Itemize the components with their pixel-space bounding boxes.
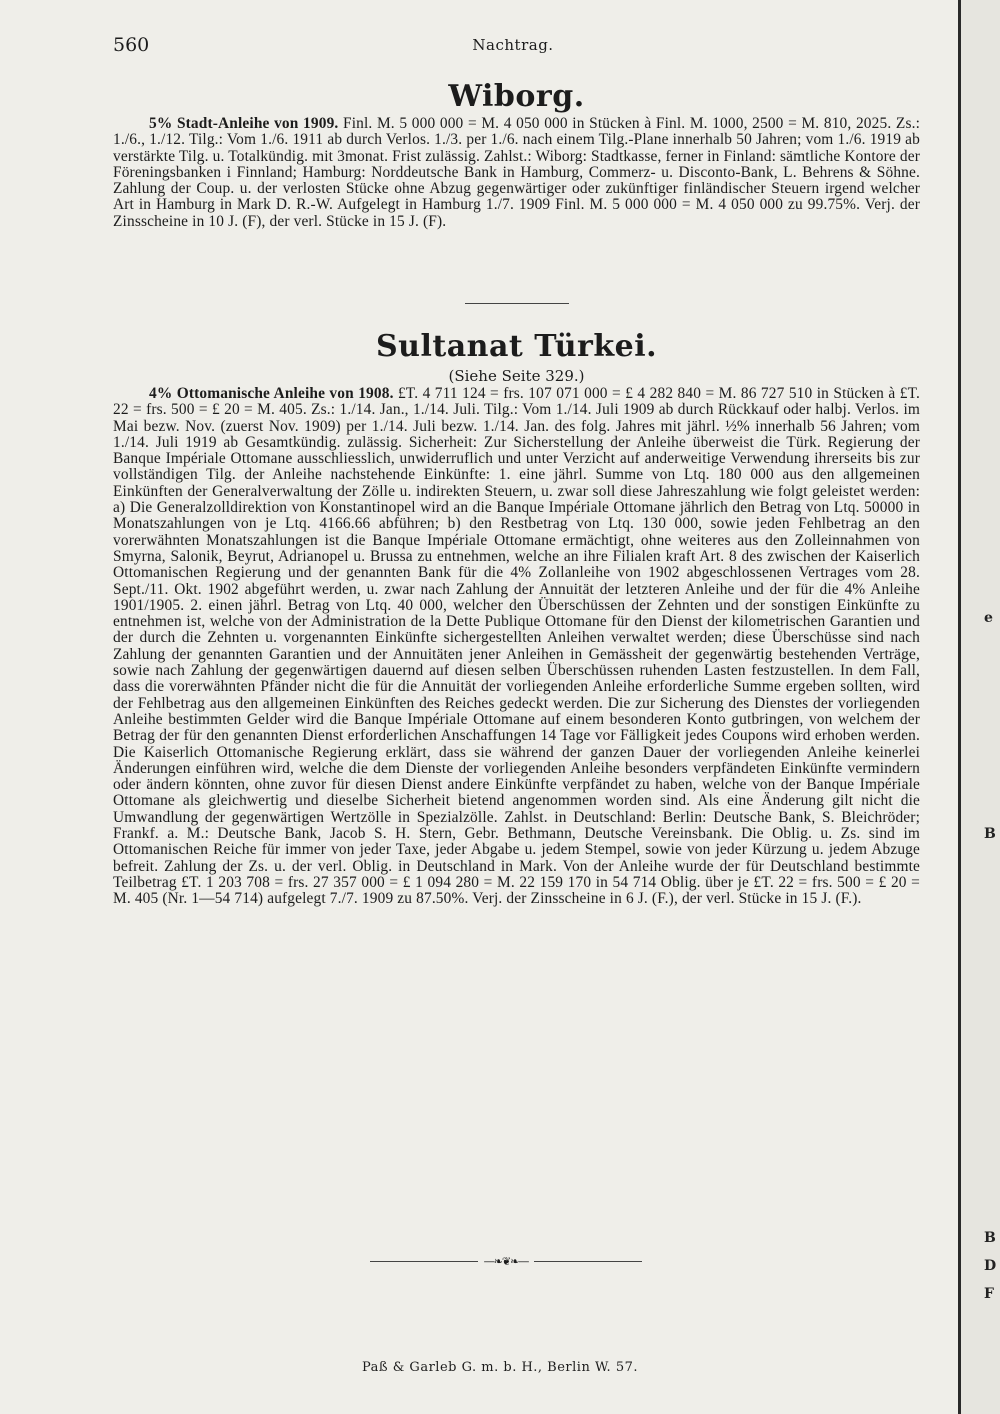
printer-imprint: Paß & Garleb G. m. b. H., Berlin W. 57. [362, 1360, 638, 1375]
ornament-icon: —❧❦❧— [483, 1255, 529, 1268]
section-wiborg [113, 78, 920, 230]
tuerkei-paragraph [113, 386, 920, 908]
margin-fragment: D [984, 1258, 997, 1274]
adjacent-page-edge [958, 0, 1000, 1414]
margin-fragment: B [984, 1230, 996, 1246]
section-tuerkei [113, 328, 920, 908]
wiborg-text: Finl. M. 5 000 000 = M. 4 050 000 in Stücken à Finl. M. 1000, 2500 = M. 810, 2025. Zs.: 1./6., 1./12. Tilg.: Vom 1./6. 1911 ab durch Verlos. 1./3. per 1./6. nach einem Tilg.-Plane innerhalb 50 Jahren; vom 1./6. 1919 ab verstärkte Tilg. u. Totalkündig. mit 3monat. Frist zulässig. Zahlst.: Wiborg: Stadtkasse, ferner in Finland: sämtliche Kontore der Föreningsbanken i Finnland; Hamburg: Norddeutsche Bank in Hamburg, Commerz- u. Disconto-Bank, L. Behrens & Söhne. Zahlung der Coup. u. der verlosten Stücke ohne Abzug gegenwärtiger oder zukünftiger finländischer Steuern irgend welcher Art in Hamburg in Mark D. R.-W. Aufgelegt in Hamburg 1./7. 1909 Finl. M. 5 000 000 = M. 4 050 000 zu 99.75%. Verj. der Zinsscheine in 10 J. (F), der verl. Stücke in 15 J. (F). [113, 115, 921, 230]
tuerkei-text: £T. 4 711 124 = frs. 107 071 000 = £ 4 282 840 = M. 86 727 510 in Stücken à £T. 22 = frs. 500 = £ 20 = M. 405. Zs.: 1./14. Jan., 1./14. Juli. Tilg.: Vom 1./14. Juli 1909 ab durch Rückkauf oder halbj. Verlos. im Mai bezw. Nov. (zuerst Nov. 1909) per 1./14. Juli bezw. 1./14. Jan. des folg. Jahres mit jährl. ½% innerhalb 56 Jahren; vom 1./14. Juli 1919 ab Gesamtkündig. zulässig. Sicherheit: Zur Sicherstellung der Anleihe überweist die Türk. Regierung der Banque Impériale Ottomane ausschliesslich, unwiderruflich und unter Verzicht auf anderweitige Verwendung ihrerseits bis zur vollständigen Tilg. der Anleihe nachstehende Einkünfte: 1. eine jährl. Summe von Ltq. 180 000 aus den allgemeinen Einkünften der Generalverwaltung der Zölle u. indirekten Steuern, u. zwar soll diese Jahreszahlung wie folgt geleistet werden: a) Die Generalzolldirektion von Konstantinopel wird an die Banque Impériale Ottomane jährlich den Betrag von Ltq. 50000 in Monatszahlungen von je Ltq. 4166.66 abführen; b) den Restbetrag von Ltq. 130 000, sowie jeden Fehlbetrag an den vorerwähnten Monatszahlungen ist die Banque Impériale Ottomane ermächtigt, ohne weiteres aus den Zolleinnahmen von Smyrna, Salonik, Beyrut, Adrianopel u. Brussa zu entnehmen, welche an ihre Filialen kraft Art. 8 des zwischen der Kaiserlich Ottomanischen Regierung und der genannten Bank für die 4% Zollanleihe von 1902 abgeschlossenen Vertrages vom 28. Sept./11. Okt. 1902 abgeführt werden, u. zwar nach Zahlung der Annuität der letzteren Anleihe und der für die 4% Anleihe 1901/1905. 2. einen jährl. Betrag von Ltq. 40 000, welcher den Überschüssen der Zehnten und der sonstigen Einkünfte zu entnehmen ist, welche von der Administration de la Dette Publique Ottomane für den Dienst der kilometrischen Garantien und der durch die Zehnten u. vorgenannten Einkünfte sichergestellten Anleihen verwaltet werden; diese Überschüsse sind nach Zahlung der genannten Garantien und der Annuitäten jener Anleihen in Gemässheit der gegenwärtig bestehenden Verträge, sowie nach Zahlung der gegenwärtigen dauernd auf diesen selben Überschüssen ruhenden Lasten festzustellen. In dem Fall, dass die vorerwähnten Pfänder nicht die für die Annuität der vorliegenden Anleihe erforderliche Summe ergeben sollten, wird der Fehlbetrag aus den allgemeinen Einkünften des Reiches gedeckt werden. Die zur Sicherung des Dienstes der vorliegenden Anleihe bestimmten Gelder wird die Banque Impériale Ottomane auf einem besonderen Konto gutbringen, von welchem der Betrag der für den genannten Dienst erforderlichen Anschaffungen 14 Tage vor Fälligkeit jedes Coupons wird erhoben werden. Die Kaiserlich Ottomanische Regierung erklärt, dass sie während der ganzen Dauer der vorliegenden Anleihe keinerlei Änderungen einführen wird, welche die dem Dienste der vorliegenden Anleihe besonders verpfändeten Einkünfte vermindern oder ändern könnten, ohne zuvor für diesen Dienst andere Einkünfte verpfändet zu haben, welche von der Banque Impériale Ottomane als gleichwertig und dieselbe Sicherheit bietend angenommen worden sind. Als eine Änderung gilt nicht die Umwandlung der gegenwärtigen Wertzölle in Spezialzölle. Zahlst. in Deutschland: Berlin: Deutsche Bank, S. Bleichröder; Frankf. a. M.: Deutsche Bank, Jacob S. H. Stern, Gebr. Bethmann, Deutsche Vereinsbank. Die Oblig. u. Zs. sind im Ottomanischen Reiche für immer von jeder Taxe, jeder Abgabe u. jedem Stempel, sowie von jeder Kürzung u. jedem Abzuge befreit. Zahlung der Zs. u. der verl. Oblig. in Deutschland in Mark. Von der Anleihe wurde der für Deutschland bestimmte Teilbetrag £T. 1 203 708 = frs. 27 357 000 = £ 1 094 280 = M. 22 159 170 in 54 714 Oblig. über je £T. 22 = frs. 500 = £ 20 = M. 405 (Nr. 1—54 714) aufgelegt 7./7. 1909 zu 87.50%. Verj. der Zinsscheine in 6 J. (F.), der verl. Stücke in 15 J. (F.). [113, 385, 920, 908]
page-number: 560 [113, 34, 150, 56]
section-title-tuerkei: Sultanat Türkei. [375, 329, 658, 364]
section-title-wiborg: Wiborg. [448, 79, 585, 114]
ornament-line-right [534, 1261, 642, 1262]
running-head: Nachtrag. [472, 36, 554, 54]
tuerkei-lead: 4% Ottomanische Anleihe von 1908. [149, 385, 394, 402]
margin-fragment: F [984, 1286, 994, 1302]
section-divider [465, 303, 569, 304]
margin-fragment: e [984, 610, 993, 626]
wiborg-lead: 5% Stadt-Anleihe von 1909. [149, 115, 339, 132]
wiborg-paragraph [113, 116, 920, 230]
section-subtitle-tuerkei: (Siehe Seite 329.) [448, 367, 585, 385]
ornament-divider [370, 1256, 642, 1268]
ornament-line-left [370, 1261, 478, 1262]
page-header [113, 34, 913, 58]
margin-fragment: B [984, 826, 996, 842]
